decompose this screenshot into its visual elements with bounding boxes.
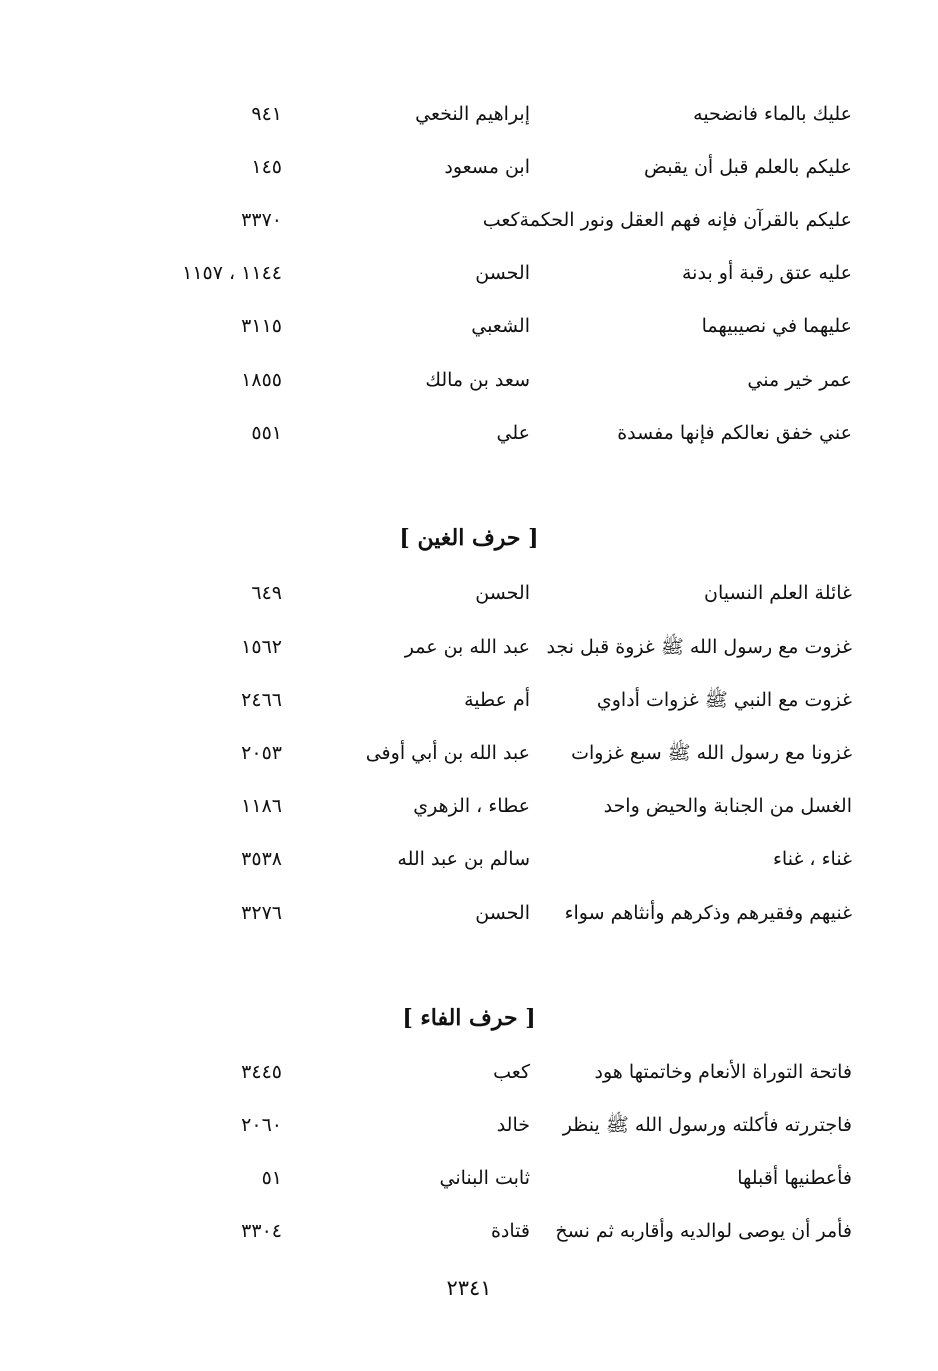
narrator: سعد بن مالك [425,369,530,391]
hadith-number: ٦٤٩ [251,582,282,604]
hadith-number: ٢٠٦٠ [241,1114,282,1136]
hadith-text: فأمر أن يوصى لوالديه وأقاربه ثم نسخ [555,1220,852,1242]
index-row [120,733,860,773]
hadith-text: غزوت مع النبي ﷺ غزوات أداوي [596,689,852,711]
index-row [120,94,860,134]
narrator: سالم بن عبد الله [397,848,530,870]
index-row [120,627,860,667]
index-row [120,573,860,613]
hadith-text: عليك بالماء فانضحيه [693,103,852,125]
index-row [120,413,860,453]
index-row [120,1211,860,1251]
hadith-text: غائلة العلم النسيان [704,582,852,604]
index-row [120,306,860,346]
hadith-text: عني خفق نعالكم فإنها مفسدة [617,422,852,444]
hadith-number: ١٥٦٢ [241,636,282,658]
section-heading: [ حرف الغين ] [399,525,539,551]
narrator: عطاء ، الزهري [413,795,530,817]
narrator: قتادة [490,1220,530,1242]
narrator: أم عطية [464,689,530,711]
narrator: الشعبي [471,315,530,337]
narrator: كعب [493,1061,530,1083]
hadith-number: ١١٨٦ [241,795,282,817]
index-row [120,893,860,933]
index-row [120,253,860,293]
hadith-text: عليكم بالعلم قبل أن يقبض [644,156,852,178]
narrator: الحسن [475,262,530,284]
hadith-number: ٣٤٤٥ [241,1061,282,1083]
hadith-number: ١١٤٤ ، ١١٥٧ [182,262,282,284]
section-heading: [ حرف الفاء ] [402,1005,536,1031]
narrator: إبراهيم النخعي [415,103,530,125]
hadith-number: ٢٠٥٣ [241,742,282,764]
index-row [120,839,860,879]
narrator: ابن مسعود [444,156,530,178]
index-row [120,200,860,240]
hadith-text: فأعطنيها أقبلها [737,1167,852,1189]
hadith-number: ١٨٥٥ [241,369,282,391]
page-number: ٢٣٤١ [446,1276,492,1300]
hadith-number: ٥١ [261,1167,282,1189]
hadith-number: ٣٥٣٨ [241,848,282,870]
hadith-number: ٩٤١ [251,103,282,125]
hadith-number: ٥٥١ [251,422,282,444]
narrator: الحسن [475,582,530,604]
hadith-text: عمر خير مني [747,369,852,391]
index-row [120,680,860,720]
hadith-text: غناء ، غناء [773,848,852,870]
hadith-number: ٣٣٠٤ [241,1220,282,1242]
narrator: علي [496,422,530,444]
narrator: عبد الله بن أبي أوفى [365,742,530,764]
hadith-number: ٣٣٧٠ [241,209,282,231]
index-row [120,1158,860,1198]
hadith-text: عليهما في نصيبيهما [701,315,852,337]
index-row [120,360,860,400]
hadith-number: ٣١١٥ [241,315,282,337]
hadith-text: فاجتررته فأكلته ورسول الله ﷺ ينظر [562,1114,852,1136]
hadith-text: غزونا مع رسول الله ﷺ سبع غزوات [571,742,852,764]
index-row [120,1052,860,1092]
hadith-text: فاتحة التوراة الأنعام وخاتمتها هود [594,1061,852,1083]
narrator: خالد [496,1114,530,1136]
narrator: ثابت البناني [439,1167,530,1189]
hadith-text: عليكم بالقرآن فإنه فهم العقل ونور الحكمةكعب [482,209,852,231]
index-row [120,1105,860,1145]
hadith-text: غزوت مع رسول الله ﷺ غزوة قبل نجد [546,636,852,658]
hadith-number: ٢٤٦٦ [241,689,282,711]
hadith-number: ١٤٥ [251,156,282,178]
hadith-text: عليه عتق رقبة أو بدنة [682,262,852,284]
narrator: عبد الله بن عمر [404,636,530,658]
hadith-text: غنيهم وفقيرهم وذكرهم وأنثاهم سواء [564,902,852,924]
hadith-text: الغسل من الجنابة والحيض واحد [603,795,852,817]
index-row [120,786,860,826]
narrator: الحسن [475,902,530,924]
hadith-number: ٣٢٧٦ [241,902,282,924]
index-row [120,147,860,187]
